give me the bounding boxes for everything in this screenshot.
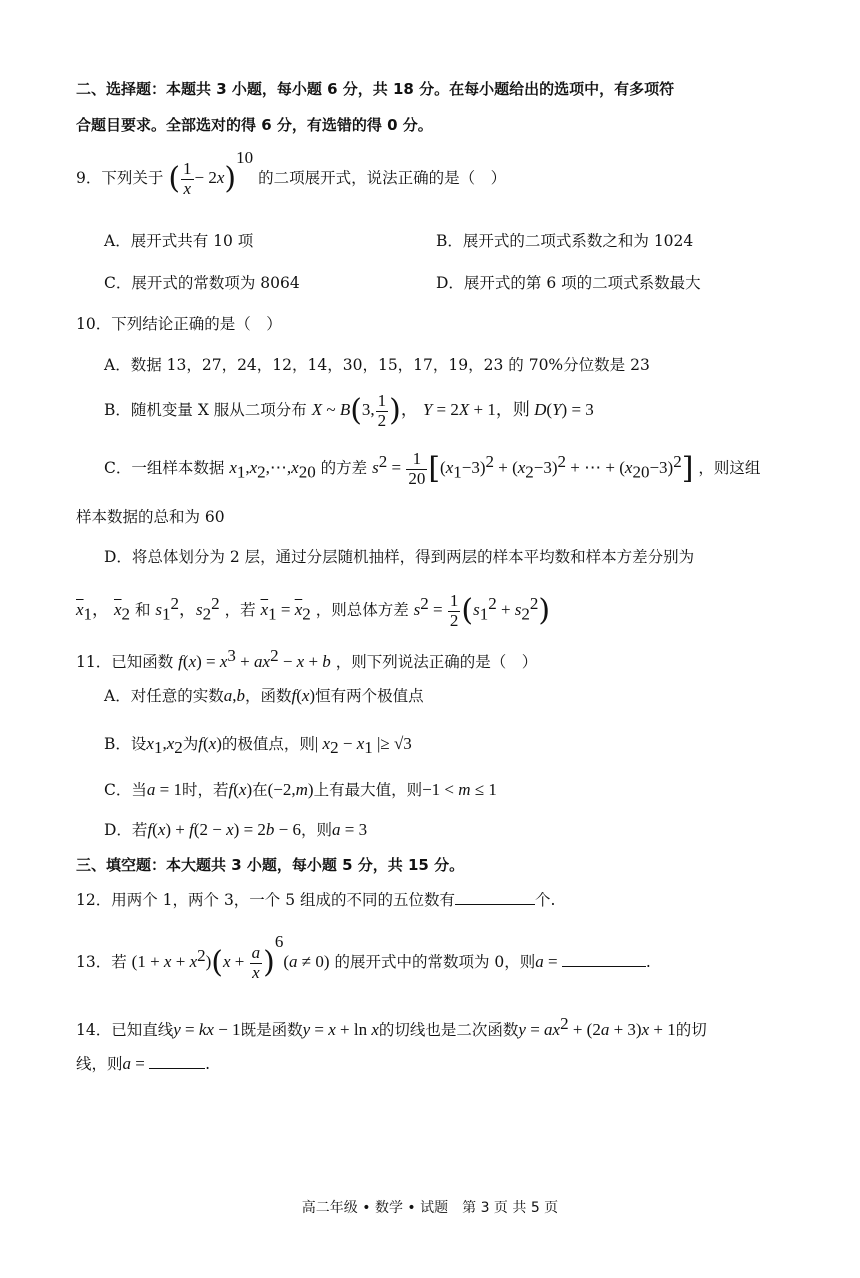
q11-tail: ，则下列说法正确的是（ ） [335,653,538,672]
q9-option-a: A．展开式共有 10 项 [104,232,254,250]
q13-mid: 的展开式中的常数项为 0，则 [334,953,536,972]
q9-tail: 的二项展开式，说法正确的是（ ） [258,169,507,188]
question-12 [76,890,555,910]
question-13: 13．若 $(1 + x + x^2)(x$ + $\frac{a}{x}$ )$^6$(a ≠ 0) 的展开式中的常数项为 0，则a = . [76,932,651,982]
question-10-stem: 10．下列结论正确的是（ ） [76,315,282,333]
question-14-line1: 14．已知直线y = kx − 1既是函数y = x + ln x的切线也是二次函数$y = ax^2 + (2a + 3)x + 1$的切 [76,1014,707,1040]
q10-d-if: ，若 [224,601,256,620]
q10-d-then: ，则总体方差 [315,601,409,620]
q12-tail: 个. [535,891,556,909]
q12-text: 12．用两个 1，两个 3，一个 5 组成的不同的五位数有 [76,891,456,909]
q13-tail: . [645,953,651,972]
q13-pre: 13．若 [76,953,127,972]
q11-c-mid2: 在 [252,781,268,799]
q10-c-tail: ，则这组 [698,459,761,478]
question-11-stem: 11．已知函数 $f(x) = x^3 + ax^2 - x + b$ ，则下列说法正确的是（ ） [76,646,538,672]
q11-option-a: A．对任意的实数a,b，函数f(x)恒有两个极值点 [104,686,424,705]
q14-line2: 线，则 [76,1055,123,1073]
q10-option-d-line2: $\overline{x}_1$， $\overline{x}_2$ 和 $s_1^2$，$s_2^2$ ，若 $\overline{x}_1 = \overline{x}_2$ ，则总体方差 $s^2$ = $\frac{1}{2}$ $(s_1^2 + s_2^2)$ [76,591,551,630]
q12-answer-blank[interactable] [455,890,535,905]
q11-c-pre: C．当 [104,781,147,799]
q11-d-pre: D．若 [104,821,148,839]
q14-answer-blank[interactable] [149,1054,205,1069]
q14-pre: 14．已知直线 [76,1021,174,1040]
q10-c-text: C．一组样本数据 [104,459,225,478]
q10-option-a: A．数据 13，27，24，12，14，30，15，17，19，23 的 70%分位数是 23 [104,356,650,374]
q10-b-text: B．随机变量 X 服从二项分布 [104,401,307,420]
section-3-title: 三、填空题：本大题共 3 小题，每小题 5 分，共 15 分。 [76,856,465,874]
q11-b-pre: B．设 [104,735,147,753]
q11-a-pre: A．对任意的实数 [104,687,224,705]
q9-option-d: D．展开式的第 6 项的二项式系数最大 [436,274,701,292]
q9-label: 9．下列关于 [76,169,164,188]
q10-option-c: C．一组样本数据 $x_1,x_2,\cdots,x_{20}$ 的方差 $s^2$ = $\frac{1}{20}$ [$(x_1-3)^2 + (x_2-3)^2$ + ⋯ + $(x_{20}-3)^2$] ，则这组 [104,449,761,488]
q10-option-c-line2: 样本数据的总和为 60 [76,508,225,526]
q11-b-mid: 为 [182,735,199,753]
q10-option-d-line1: D．将总体划分为 2 层，通过分层随机抽样，得到两层的样本平均数和样本方差分别为 [104,548,695,566]
section-2-title-line1: 二、选择题：本题共 3 小题，每小题 6 分，共 18 分。在每小题给出的选项中，有多项符 [76,80,675,98]
q14-mid1: 既是函数 [240,1021,303,1040]
section-2-title-line2: 合题目要求。全部选对的得 6 分，有选错的得 0 分。 [76,116,433,134]
q9-option-b: B．展开式的二项式系数之和为 1024 [436,232,694,250]
q10-option-b: B．随机变量 X 服从二项分布 X ~ B(3, $\frac{1}{2}$ )， Y = 2X + 1，则 D(Y) = 3 [104,391,594,430]
q14-mid2: 的切线也是二次函数 [378,1021,519,1040]
q11-c-mid1: 时，若 [181,781,229,799]
q10-d-and: 和 [134,601,151,620]
q14-tail: 的切 [675,1021,707,1040]
q10-c-mid: 的方差 [320,459,368,478]
q9-fraction: $\frac{1}{x}$ [183,159,192,198]
q13-answer-blank[interactable] [562,952,646,967]
q11-option-d: D．若f(x) + f(2 − x) = 2b − 6，则a = 3 [104,820,368,839]
q11-a-tail: 恒有两个极值点 [315,687,424,705]
q11-option-c: C．当a = 1时，若f(x)在(−2,m)上有最大值，则−1 < m ≤ 1 [104,780,497,799]
q11-a-mid: ，函数 [244,687,292,705]
q11-c-mid3: 上有最大值，则 [313,781,423,799]
q9-option-c: C．展开式的常数项为 8064 [104,274,300,292]
q11-b-tail: 的极值点，则 [221,735,315,753]
page-footer: 高二年级 • 数学 • 试题 第 3 页 共 5 页 [301,1200,559,1216]
question-14-line2: 线，则a = . [76,1054,211,1073]
q11-option-b: B．设$x_1,x_2$为f(x)的极值点，则| $x_2 - x_1$ |≥ √3 [104,734,412,758]
q14-end: . [205,1055,211,1073]
question-9-stem: 9．下列关于 ( $\frac{1}{x}$ − 2x)$^{10}$ 的二项展开式，说法正确的是（ ） [76,148,507,198]
q11-pre: 11．已知函数 [76,653,174,672]
q11-d-mid: ，则 [301,821,333,839]
